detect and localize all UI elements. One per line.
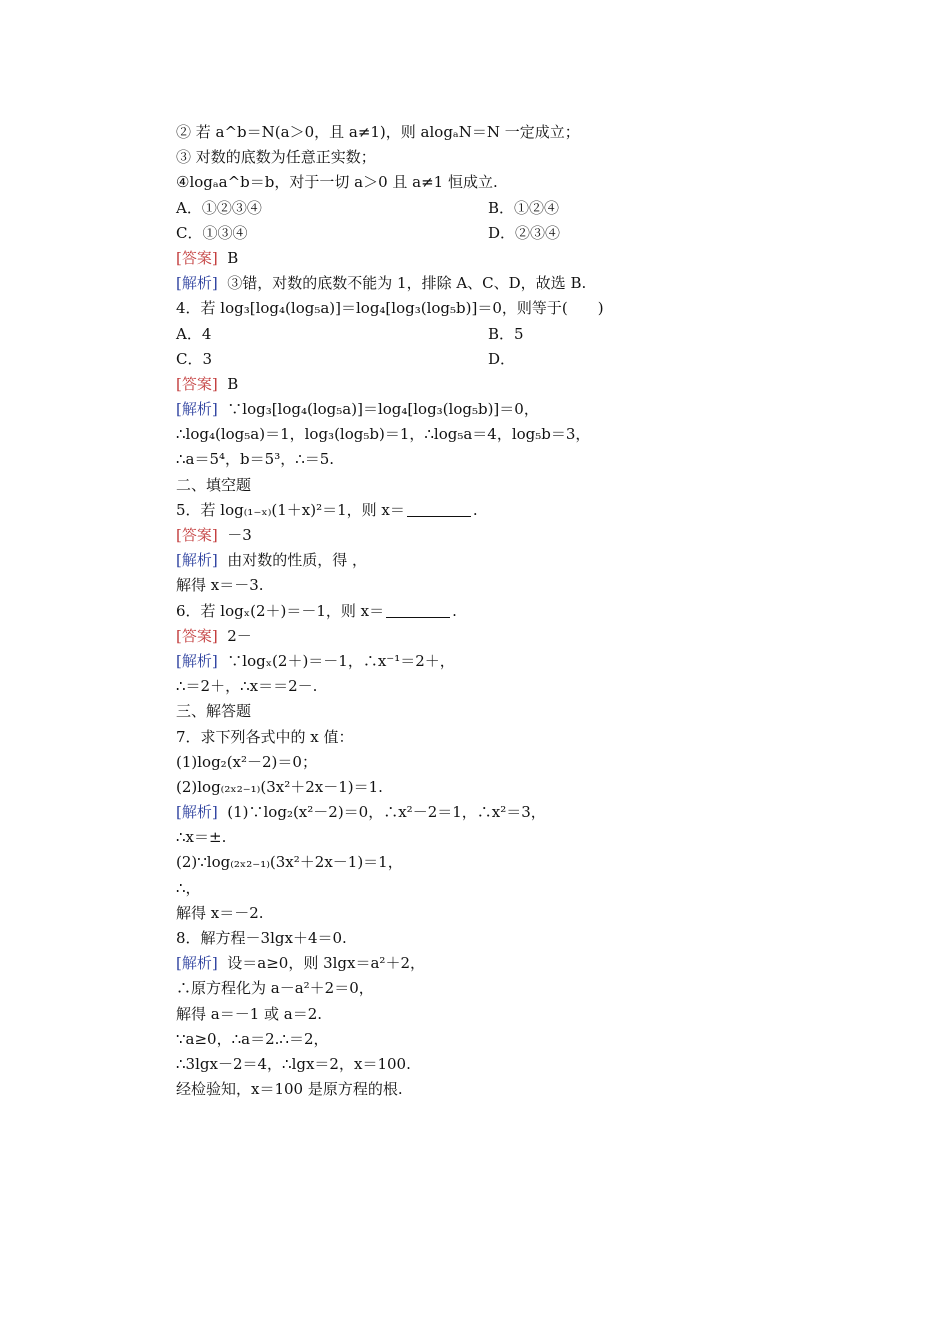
- q3-statement-3: ③ 对数的底数为任意正实数；: [176, 148, 376, 167]
- q5-stem: [176, 498, 816, 523]
- q3-answer: [176, 246, 816, 271]
- explanation-text: (1)∵log₂(x²－2)＝0，∴x²－2＝1，∴x²＝3，: [227, 803, 546, 822]
- answer-value: B: [227, 374, 239, 393]
- q6-explanation-1: [176, 649, 816, 674]
- q5-answer: [176, 523, 816, 548]
- explanation-tag: [解析]: [176, 651, 218, 670]
- q4-options-row-1: [176, 322, 816, 347]
- q3-option-d: D．②③④: [488, 223, 561, 242]
- explanation-text: 由对数的性质，得 ，: [227, 551, 368, 570]
- q4-option-b: B．5: [488, 324, 524, 343]
- q7-stem: 7．求下列各式中的 x 值：: [176, 727, 354, 746]
- explanation-text: ③错，对数的底数不能为 1，排除 A、C、D，故选 B.: [227, 274, 587, 293]
- section-heading-problems: 三、解答题: [176, 702, 252, 721]
- q8-explanation-6: 经检验知，x＝100 是原方程的根.: [176, 1080, 403, 1099]
- q3-explanation: [176, 271, 816, 296]
- q6-stem-text: 6．若 logₓ(2＋)＝－1，则 x＝: [176, 601, 385, 620]
- q3-statement-4: ④logₐa^b＝b，对于一切 a＞0 且 a≠1 恒成立.: [176, 173, 498, 192]
- q6-explanation-2: ∴＝2＋，∴x＝＝2－.: [176, 677, 318, 696]
- explanation-tag: [解析]: [176, 954, 218, 973]
- explanation-tag: [解析]: [176, 400, 218, 419]
- q3-statement-2: ② 若 a^b＝N(a＞0，且 a≠1)，则 alogₐN＝N 一定成立；: [176, 123, 580, 141]
- q8-explanation-2: ∴原方程化为 a－a²＋2＝0，: [176, 979, 374, 998]
- q3-option-a: A．①②③④: [176, 198, 262, 217]
- q7-explanation-2: ∴x＝±.: [176, 828, 227, 847]
- q4-explanation-2: ∴log₄(log₅a)＝1，log₃(log₅b)＝1，∴log₅a＝4，log₅b＝3，: [176, 425, 591, 444]
- answer-tag: [答案]: [176, 248, 218, 267]
- q5-stem-text: 5．若 log₍₁₋ₓ₎(1＋x)²＝1，则 x＝: [176, 500, 405, 519]
- document-body: [176, 120, 816, 1102]
- q6-stem: [176, 599, 816, 624]
- q5-explanation: [176, 548, 816, 573]
- explanation-text: ∵logₓ(2＋)＝－1，∴x⁻¹＝2＋，: [227, 651, 455, 670]
- q8-stem: 8．解方程－3lgx＋4＝0.: [176, 929, 347, 947]
- answer-tag: [答案]: [176, 374, 218, 393]
- q3-options-row-1: [176, 196, 816, 221]
- answer-value: －3: [227, 526, 252, 544]
- q8-explanation-4: ∵a≥0，∴a＝2.∴＝2，: [176, 1029, 329, 1048]
- section-heading-fill-in: 二、填空题: [176, 475, 252, 494]
- q4-stem: 4．若 log₃[log₄(log₅a)]＝log₄[log₃(log₅b)]＝0，则等于( ): [176, 299, 604, 318]
- q4-option-c: C．3: [176, 349, 213, 368]
- explanation-text: ∵log₃[log₄(log₅a)]＝log₄[log₃(log₅b)]＝0，: [227, 400, 539, 419]
- q7-part-2: (2)log₍₂ₓ₂₋₁₎(3x²＋2x－1)＝1.: [176, 777, 383, 796]
- q4-option-d: D．: [488, 349, 516, 368]
- q7-part-1: (1)log₂(x²－2)＝0；: [176, 752, 317, 771]
- q4-explanation-3: ∴a＝5⁴，b＝5³，∴＝5.: [176, 450, 335, 469]
- answer-blank: [407, 502, 471, 517]
- answer-tag: [答案]: [176, 526, 218, 544]
- q8-explanation-3: 解得 a＝－1 或 a＝2.: [176, 1004, 323, 1023]
- q5-stem-end: .: [472, 500, 478, 519]
- q4-options-row-2: [176, 347, 816, 372]
- explanation-text: 设＝a≥0，则 3lgx＝a²＋2，: [227, 954, 425, 973]
- q4-explanation-1: [176, 397, 816, 422]
- q7-explanation-1: [176, 800, 816, 825]
- answer-value: 2－: [227, 626, 252, 645]
- q5-solution: 解得 x＝－3.: [176, 576, 264, 595]
- q7-explanation-3: (2)∵log₍₂ₓ₂₋₁₎(3x²＋2x－1)＝1，: [176, 853, 403, 872]
- q3-options-row-2: [176, 221, 816, 246]
- explanation-tag: [解析]: [176, 274, 218, 293]
- answer-blank: [386, 603, 450, 618]
- answer-value: B: [227, 248, 239, 267]
- q8-explanation-1: [176, 951, 816, 976]
- q6-stem-end: .: [452, 601, 457, 620]
- answer-tag: [答案]: [176, 626, 218, 645]
- q7-explanation-5: 解得 x＝－2.: [176, 903, 264, 922]
- q8-explanation-5: ∴3lgx－2＝4，∴lgx＝2，x＝100.: [176, 1054, 411, 1073]
- explanation-tag: [解析]: [176, 551, 218, 570]
- explanation-tag: [解析]: [176, 803, 218, 822]
- q3-option-b: B．①②④: [488, 198, 560, 217]
- q3-option-c: C．①③④: [176, 223, 248, 242]
- q4-option-a: A．4: [176, 324, 212, 343]
- q6-answer: [176, 624, 816, 649]
- q7-explanation-4: ∴，: [176, 878, 201, 897]
- q4-answer: [176, 372, 816, 397]
